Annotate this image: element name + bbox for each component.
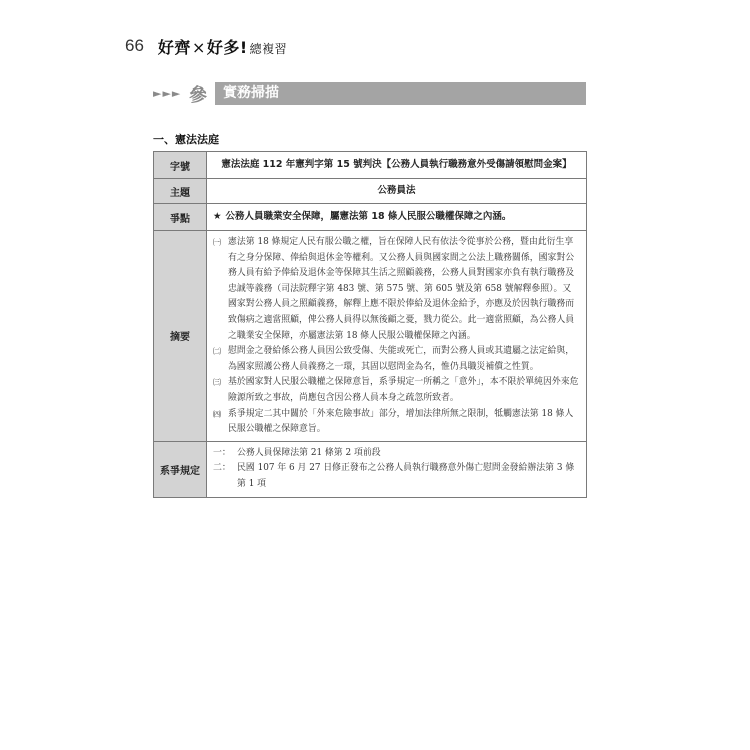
brand-part-1: 好齊 (157, 37, 191, 57)
item-number: ㈡ (213, 347, 221, 357)
issue-value (207, 204, 587, 231)
subject-value: 公務員法 (207, 179, 587, 204)
section-marker: 參 (189, 84, 207, 106)
section-banner (153, 82, 586, 105)
item-text: 憲法第 18 條規定人民有服公職之權，旨在保障人民有依法令從事於公務，暨由此衍生享有之身分保障、俸給與退休金等權利。又公務人員與國家間之公法上職務關係，國家對公務人員有給予俸給及退休金等保障其生活之照顧義務，公務人員對國家亦負有執行職務及忠誠等義務（司法院釋字第 483 號、第 575 號、第 605 號及第 658 號解釋參照）。又國家對公務人員之照顧義務，解釋上應不限於俸給及退休金給予，亦應及於因執行職務而致傷病之適當照顧，俾公務人員得以無後顧之憂，戮力從公。此一適當照顧，為公務人員之職業安全保障，亦屬憲法第 18 條人民服公職權保障之內涵。 (228, 237, 575, 341)
brand-cross: × (191, 37, 206, 57)
item-number: ㈣ (213, 409, 221, 419)
table-row-issue (154, 204, 587, 231)
issue-text: 公務人員職業安全保障，屬憲法第 18 條人民服公職權保障之內涵。 (225, 211, 512, 222)
item-text: 系爭規定二其中關於「外來危險事故」部分，增加法律所無之限制，牴觸憲法第 18 條人民服公職權之保障意旨。 (228, 408, 574, 435)
row-label: 字號 (154, 152, 207, 179)
row-label: 摘要 (154, 231, 207, 442)
star-icon: ★ (213, 211, 222, 222)
item-text: 慰問金之發給係公務人員因公致受傷、失能或死亡，而對公務人員或其遺屬之法定給與，為國家照護公務人員義務之一環，其固以慰問金為名，惟仍具職災補償之性質。 (228, 346, 575, 372)
summary-item (213, 407, 580, 438)
item-number: ㈢ (213, 378, 221, 388)
provision-number: 一： (213, 447, 231, 458)
table-row-summary (154, 231, 587, 442)
row-label: 爭點 (154, 204, 207, 231)
provision-text: 民國 107 年 6 月 27 日修正發布之公務人員執行職務意外傷亡慰問金發給辦法第 3 條第 1 項 (237, 463, 575, 489)
provision-number: 二： (213, 463, 231, 474)
table-row-disputed-provisions (154, 441, 587, 497)
page-header (125, 34, 287, 58)
row-label: 主題 (154, 179, 207, 204)
triple-arrow-icon: ►►► (153, 87, 182, 100)
table-row-case-number (154, 152, 587, 179)
provision-item (213, 461, 580, 492)
item-text: 基於國家對人民服公職權之保障意旨，系爭規定一所稱之「意外」，本不限於單純因外來危險源所致之事故，尚應包含因公務人員本身之疏忽所致者。 (228, 377, 579, 403)
table-row-subject (154, 179, 587, 204)
item-number: ㈠ (213, 238, 221, 247)
summary-item (213, 344, 580, 375)
section-title: 實務掃描 (215, 82, 586, 105)
sub-heading: 一、憲法法庭 (153, 133, 219, 146)
summary-cell (207, 231, 587, 442)
book-brand-logo (158, 35, 287, 58)
case-table (153, 151, 587, 498)
summary-item (213, 375, 580, 406)
brand-subtitle: 總複習 (249, 41, 288, 56)
case-number-value: 憲法法庭 112 年憲判字第 15 號判決【公務人員執行職務意外受傷請領慰問金案】 (207, 152, 587, 179)
provision-item (213, 446, 580, 462)
summary-item (213, 235, 580, 344)
page-number: 66 (125, 36, 144, 55)
provision-text: 公務人員保障法第 21 條第 2 項前段 (237, 447, 381, 458)
row-label: 系爭規定 (154, 441, 207, 497)
brand-part-2: 好多! (206, 37, 248, 57)
disputed-provisions-cell (207, 441, 587, 497)
